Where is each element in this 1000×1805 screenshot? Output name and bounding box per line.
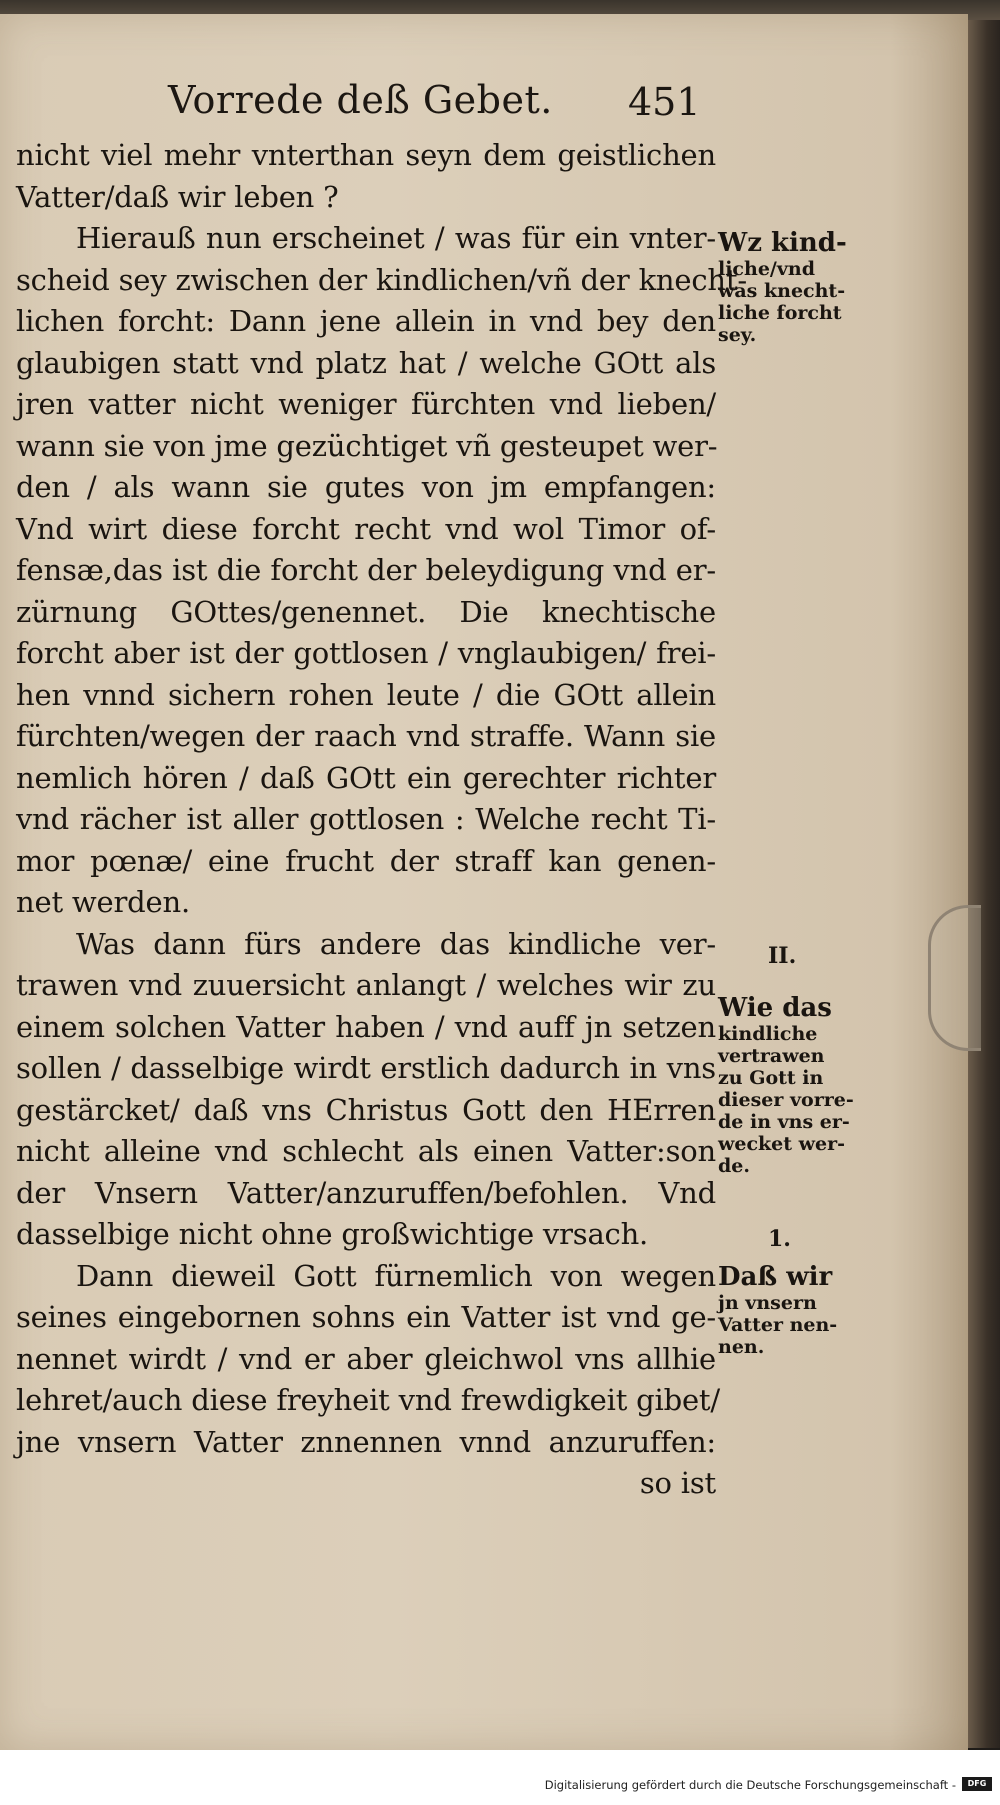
margin-note-line: liche forcht (718, 302, 842, 324)
text-line: sollen / dasselbige wirdt erstlich dadurch in vns (16, 1051, 716, 1085)
text-line: lehret/auch diese freyheit vnd frewdigkeit gibet/ (16, 1383, 720, 1417)
margin-note-line: de. (718, 1155, 750, 1177)
text-line: Vatter/daß wir leben ? (16, 179, 339, 214)
margin-note-number-ii: II. (768, 943, 797, 969)
text-line: jren vatter nicht weniger fürchten vnd lieben/ (16, 387, 716, 421)
margin-note-line: nen. (718, 1336, 765, 1358)
page-edge (968, 20, 1000, 1748)
margin-note-line: Wie das (718, 993, 832, 1023)
page-clip-shadow (928, 905, 981, 1051)
text-line: den / als wann sie gutes von jm empfangen: (16, 470, 716, 504)
margin-note-line: kindliche (718, 1023, 818, 1045)
text-line: forcht aber ist der gottlosen / vnglaubigen/ frei- (16, 636, 716, 670)
margin-note-line: wecket wer- (718, 1133, 845, 1155)
text-line: mor pœnæ/ eine frucht der straff kan genen- (16, 843, 716, 878)
text-line: nemlich hören / daß GOtt ein gerechter richter (16, 760, 716, 795)
text-line: net werden. (16, 885, 190, 919)
margin-note-line: sey. (718, 324, 757, 346)
text-line: so ist (639, 1466, 716, 1500)
text-line: gestärcket/ daß vns Christus Gott den HErren (16, 1092, 716, 1127)
text-line: lichen forcht: Dann jene allein in vnd bey den (16, 304, 716, 338)
text-line: glaubigen statt vnd platz hat / welche GOtt als (16, 345, 716, 380)
margin-note-line: vertrawen (718, 1045, 825, 1067)
text-line: nicht alleine vnd schlecht als einen Vatter:son (16, 1134, 716, 1168)
text-line: fürchten/wegen der raach vnd straffe. Wann sie (16, 719, 716, 753)
text-line: trawen vnd zuuersicht anlangt / welches wir zu (16, 968, 716, 1002)
digitization-credit: Digitalisierung gefördert durch die Deutsche Forschungsgemeinschaft - (544, 1778, 956, 1792)
text-line: Dann dieweil Gott fürnemlich von wegen (76, 1258, 716, 1293)
footer-strip (0, 1750, 1000, 1805)
margin-note-kindliche-forcht (718, 228, 848, 346)
margin-note-line: de in vns er- (718, 1111, 850, 1133)
running-head: Vorrede deß Gebet. (168, 78, 553, 122)
margin-note-line: Daß wir (718, 1262, 833, 1292)
margin-note-line: was knecht- (718, 280, 846, 302)
margin-note-vatter-nennen (718, 1262, 848, 1358)
margin-note-line: dieser vorre- (718, 1089, 854, 1111)
text-line: zürnung GOttes/genennet. Die knechtische (16, 594, 716, 629)
text-line: nennet wirdt / vnd er aber gleichwol vns allhie (16, 1341, 716, 1376)
text-line: fensæ,das ist die forcht der beleydigung vnd er- (16, 553, 716, 587)
margin-note-line: Wz kind- (718, 228, 847, 258)
margin-note-line: liche/vnd (718, 258, 815, 280)
margin-note-line: zu Gott in (718, 1067, 824, 1089)
text-line: vnd rächer ist aller gottlosen : Welche recht Ti- (16, 802, 716, 836)
text-line: scheid sey zwischen der kindlichen/vñ der knecht- (16, 262, 747, 297)
text-line: Vnd wirt diese forcht recht vnd wol Timor of- (16, 511, 716, 546)
margin-note-vertrawen (718, 993, 854, 1177)
text-line: der Vnsern Vatter/anzuruffen/befohlen. Vnd (16, 1175, 716, 1210)
text-line: seines eingebornen sohns ein Vatter ist vnd ge- (16, 1300, 716, 1334)
margin-note-line: Vatter nen- (718, 1314, 838, 1336)
margin-note-line: jn vnsern (718, 1292, 817, 1314)
text-line: wann sie von jme gezüchtiget vñ gesteupet wer- (16, 428, 718, 463)
text-line: Hierauß nun erscheinet / was für ein vnter- (76, 221, 716, 255)
dfg-logo: DFG (962, 1777, 992, 1791)
text-line: Was dann fürs andere das kindliche ver- (76, 926, 716, 961)
text-line: einem solchen Vatter haben / vnd auff jn setzen (16, 1009, 716, 1044)
margin-note-number-1: 1. (768, 1226, 791, 1252)
text-line: dasselbige nicht ohne großwichtige vrsach. (16, 1217, 649, 1251)
page-number: 451 (628, 80, 701, 124)
text-line: nicht viel mehr vnterthan seyn dem geistlichen (16, 138, 716, 172)
text-line: hen vnnd sichern rohen leute / die GOtt allein (16, 677, 716, 712)
text-line: jne vnsern Vatter znnennen vnnd anzuruffen: (16, 1424, 716, 1459)
